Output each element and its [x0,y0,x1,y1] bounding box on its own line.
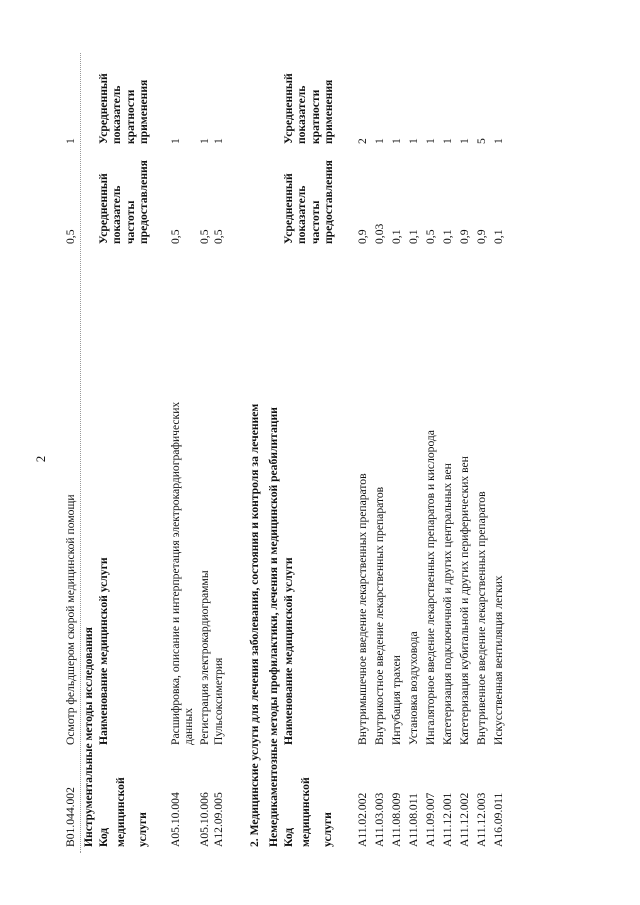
multiplicity-value: 5 [475,138,488,144]
multiplicity-value: 1 [198,138,211,144]
table-row [373,53,390,853]
multiplicity-value: 1 [424,138,437,144]
table-row [212,53,226,853]
service-code: A11.12.001 [441,792,454,847]
frequency-value: 0,5 [424,229,437,244]
service-code: A11.08.009 [390,792,403,847]
service-code: A16.09.011 [492,792,505,847]
multiplicity-value: 1 [407,138,420,144]
table-row [390,53,407,853]
frequency-value: 0,1 [407,229,420,244]
service-name: Внутрикостное введение лекарственных препаратов [373,486,386,745]
service-code: B01.044.002 [64,787,77,847]
service-name: Внутримышечное введение лекарственных препаратов [356,473,369,745]
multiplicity-value: 1 [492,138,505,144]
frequency-value: 0,1 [492,229,505,244]
header-frequency: Усредненный показатель частоты предоставления [282,160,336,244]
table-row [475,53,492,853]
header-frequency: Усредненный показатель частоты предоставления [97,160,151,244]
multiplicity-value: 2 [356,138,369,144]
service-code: A11.12.002 [458,792,471,847]
frequency-value: 0,5 [169,229,182,244]
table-row [458,53,475,853]
frequency-value: 0,1 [441,229,454,244]
service-name: Осмотр фельдшером скорой медицинской помощи [64,494,77,745]
multiplicity-value: 1 [441,138,454,144]
table-row [424,53,441,853]
multiplicity-value: 1 [169,138,182,144]
table-row [407,53,424,853]
frequency-value: 0,9 [458,229,471,244]
multiplicity-value: 1 [373,138,386,144]
header-multiplicity: Усредненный показатель кратности применения [282,73,336,144]
frequency-value: 0,5 [212,229,225,244]
table-header [97,53,155,853]
service-name: Расшифровка, описание и интерпретация электрокардиографических данных [169,401,196,745]
table-row [492,53,509,853]
service-code: A05.10.004 [169,792,182,847]
header-name: Наименование медицинской услуги [282,557,295,745]
header-name: Наименование медицинской услуги [97,557,110,745]
service-name: Интубация трахеи [390,655,403,745]
multiplicity-value: 1 [64,138,77,144]
frequency-value: 0,5 [198,229,211,244]
service-name: Катетеризация кубитальной и других периферических вен [458,456,471,745]
table-row [198,53,212,853]
multiplicity-value: 1 [390,138,403,144]
service-name: Внутривенное введение лекарственных препаратов [475,491,488,745]
page-number: 2 [33,455,48,463]
service-code: A12.09.005 [212,792,225,847]
header-code: Код медицинской услуги [97,777,149,847]
frequency-value: 0,9 [356,229,369,244]
multiplicity-value: 1 [458,138,471,144]
frequency-value: 0,5 [64,229,77,244]
service-code: A11.02.002 [356,792,369,847]
header-code: Код медицинской услуги [282,777,334,847]
multiplicity-value: 1 [212,138,225,144]
service-code: A05.10.006 [198,792,211,847]
section-title-nonmedication: Немедикаментозные методы профилактики, лечения и медицинской реабилитации [267,407,280,847]
nonmed-rows [356,53,509,853]
section-title-instrumental: Инструментальные методы исследования [82,627,95,847]
service-name: Искусственная вентиляция легких [492,575,505,745]
divider [80,53,81,853]
service-code: A11.08.011 [407,793,420,847]
service-name: Регистрация электрокардиограммы [198,570,211,745]
frequency-value: 0,1 [390,229,403,244]
service-code: A11.03.003 [373,792,386,847]
header-multiplicity: Усредненный показатель кратности применения [97,73,151,144]
table-row [64,53,78,853]
service-name: Катетеризация подключичной и других центральных вен [441,463,454,745]
section-2-title: 2. Медицинские услуги для лечения заболевания, состояния и контроля за лечением [248,403,261,847]
rotated-document-table [60,53,520,853]
service-code: A11.09.007 [424,792,437,847]
service-code: A11.12.003 [475,792,488,847]
table-row [441,53,458,853]
table-header [282,53,340,853]
frequency-value: 0,9 [475,229,488,244]
frequency-value: 0,03 [373,223,386,244]
service-name: Установка воздуховода [407,631,420,745]
service-name: Пульсоксиметрия [212,657,225,745]
table-row [356,53,373,853]
service-name: Ингаляторное введение лекарственных препаратов и кислорода [424,430,437,745]
table-row [169,53,197,853]
